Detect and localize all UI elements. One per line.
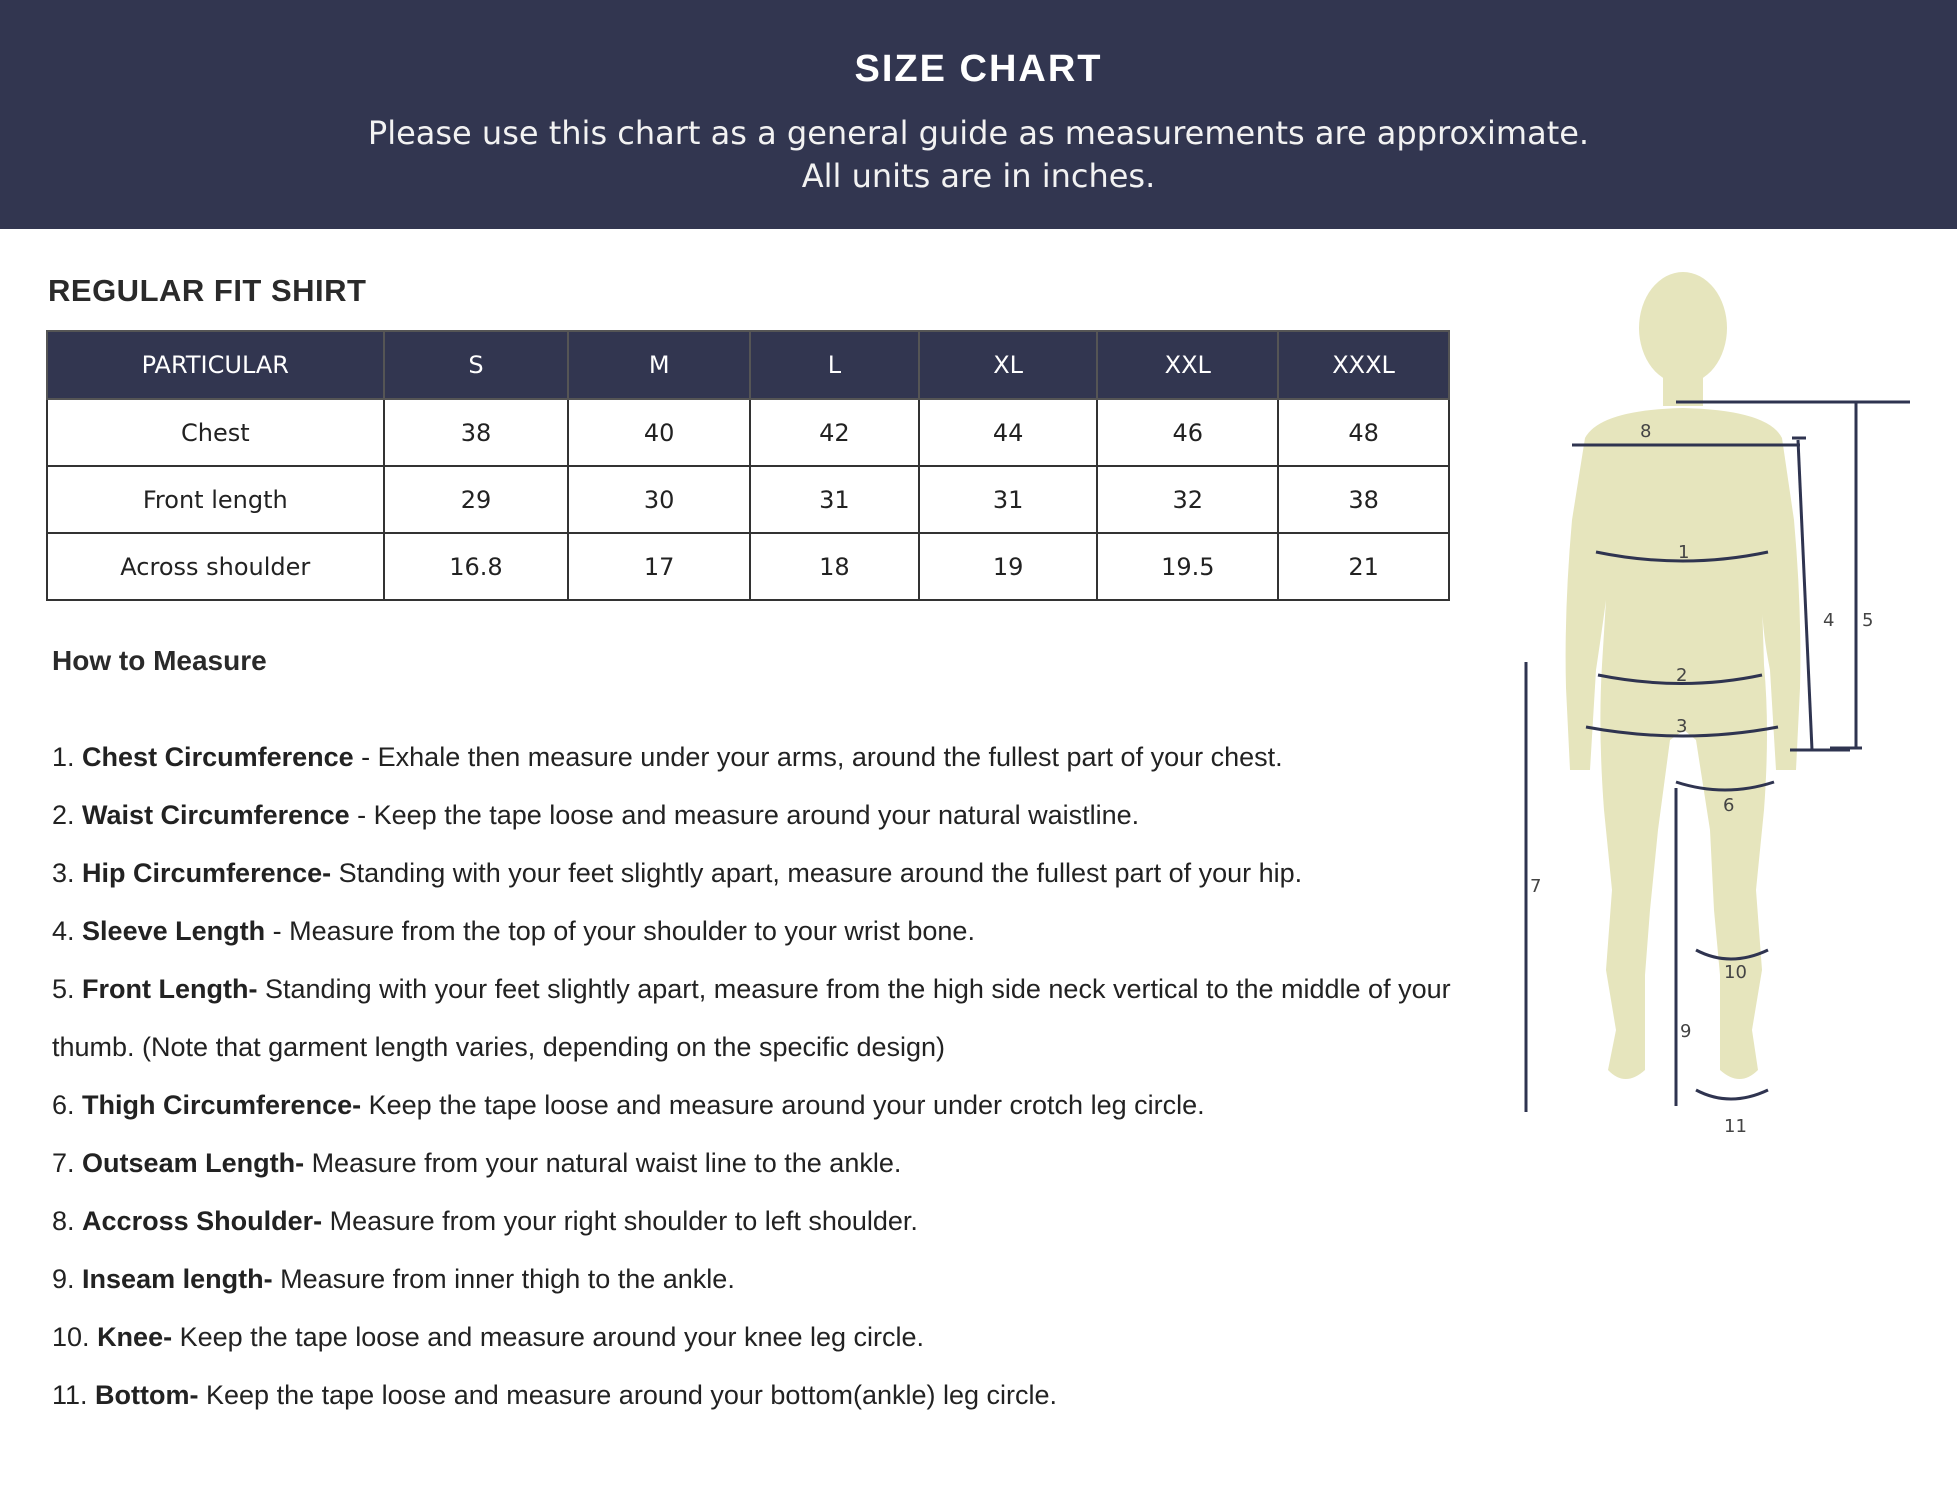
label-knee: 10 <box>1724 962 1747 983</box>
row-label: Chest <box>47 399 384 466</box>
table-cell: 32 <box>1097 466 1278 533</box>
table-cell: 48 <box>1278 399 1449 466</box>
label-waist: 2 <box>1676 665 1688 686</box>
step-text: Measure from inner thigh to the ankle. <box>272 1264 735 1294</box>
measure-steps <box>52 728 1472 1424</box>
step-number: 5. <box>52 974 75 1004</box>
label-hip: 3 <box>1676 716 1688 737</box>
step-text: Measure from your right shoulder to left shoulder. <box>322 1206 918 1236</box>
header-size-xxl: XXL <box>1097 331 1278 399</box>
step-text: Standing with your feet slightly apart, measure around the fullest part of your hip. <box>331 858 1303 888</box>
page-title: SIZE CHART <box>854 48 1103 90</box>
header-size-l: L <box>750 331 919 399</box>
table-header-row <box>47 331 1449 399</box>
label-sleeve: 4 <box>1823 610 1835 631</box>
table-cell: 30 <box>568 466 750 533</box>
step-term: Knee- <box>97 1322 173 1352</box>
measure-step <box>52 786 1472 844</box>
step-text: - Exhale then measure under your arms, around the fullest part of your chest. <box>353 742 1283 772</box>
bottom-line <box>1696 1090 1768 1099</box>
table-row <box>47 533 1449 600</box>
step-number: 9. <box>52 1264 75 1294</box>
table-cell: 38 <box>1278 466 1449 533</box>
row-label: Front length <box>47 466 384 533</box>
header-size-m: M <box>568 331 750 399</box>
measure-step <box>52 1366 1472 1424</box>
measure-step <box>52 728 1472 786</box>
step-term: Thigh Circumference- <box>82 1090 362 1120</box>
step-number: 10. <box>52 1322 90 1352</box>
step-term: Inseam length- <box>82 1264 273 1294</box>
label-chest: 1 <box>1678 542 1690 563</box>
size-table <box>46 330 1450 601</box>
measure-step <box>52 844 1472 902</box>
step-term: Hip Circumference- <box>82 858 332 888</box>
measure-step <box>52 1192 1472 1250</box>
step-term: Front Length- <box>82 974 258 1004</box>
table-cell: 18 <box>750 533 919 600</box>
table-cell: 21 <box>1278 533 1449 600</box>
header-particular: PARTICULAR <box>47 331 384 399</box>
table-cell: 17 <box>568 533 750 600</box>
table-cell: 31 <box>750 466 919 533</box>
measure-step <box>52 1076 1472 1134</box>
header-banner <box>0 0 1957 229</box>
label-shoulder: 8 <box>1640 421 1652 442</box>
table-cell: 31 <box>919 466 1098 533</box>
header-size-s: S <box>384 331 569 399</box>
step-term: Bottom- <box>95 1380 199 1410</box>
step-text: Keep the tape loose and measure around your knee leg circle. <box>172 1322 925 1352</box>
header-size-xxxl: XXXL <box>1278 331 1449 399</box>
table-cell: 19 <box>919 533 1098 600</box>
subtitle-line-1: Please use this chart as a general guide as measurements are approximate. <box>367 114 1590 152</box>
header-size-xl: XL <box>919 331 1098 399</box>
table-cell: 46 <box>1097 399 1278 466</box>
step-number: 7. <box>52 1148 75 1178</box>
measure-step <box>52 1134 1472 1192</box>
step-text: Keep the tape loose and measure around your bottom(ankle) leg circle. <box>198 1380 1058 1410</box>
step-number: 11. <box>52 1380 88 1410</box>
measure-step <box>52 1308 1472 1366</box>
step-number: 3. <box>52 858 75 888</box>
step-number: 6. <box>52 1090 75 1120</box>
measure-step <box>52 1250 1472 1308</box>
sleeve-line <box>1798 440 1812 750</box>
table-cell: 40 <box>568 399 750 466</box>
step-number: 2. <box>52 800 75 830</box>
step-text: Keep the tape loose and measure around your under crotch leg circle. <box>361 1090 1205 1120</box>
label-outseam: 7 <box>1530 876 1542 897</box>
step-text: Standing with your feet slightly apart, measure from the high side neck vertical to the middle of your thumb. (Note that garment length varies, depending on the specific design) <box>52 974 1451 1062</box>
label-bottom: 11 <box>1724 1116 1747 1137</box>
measure-step <box>52 902 1472 960</box>
label-inseam: 9 <box>1680 1021 1692 1042</box>
step-number: 4. <box>52 916 75 946</box>
step-term: Waist Circumference <box>82 800 350 830</box>
row-label: Across shoulder <box>47 533 384 600</box>
table-cell: 19.5 <box>1097 533 1278 600</box>
table-cell: 38 <box>384 399 569 466</box>
step-term: Accross Shoulder- <box>82 1206 323 1236</box>
label-front-length: 5 <box>1862 610 1874 631</box>
step-number: 8. <box>52 1206 75 1236</box>
step-term: Sleeve Length <box>82 916 266 946</box>
section-title: REGULAR FIT SHIRT <box>48 273 367 308</box>
step-text: - Measure from the top of your shoulder to your wrist bone. <box>265 916 975 946</box>
table-cell: 44 <box>919 399 1098 466</box>
step-text: - Keep the tape loose and measure around your natural waistline. <box>349 800 1140 830</box>
header-subtitle <box>0 112 1957 198</box>
how-to-measure-heading: How to Measure <box>52 645 267 676</box>
table-cell: 42 <box>750 399 919 466</box>
step-term: Outseam Length- <box>82 1148 305 1178</box>
table-cell: 29 <box>384 466 569 533</box>
step-term: Chest Circumference <box>82 742 354 772</box>
body-measurement-figure <box>1500 270 1930 1190</box>
table-cell: 16.8 <box>384 533 569 600</box>
subtitle-line-2: All units are in inches. <box>801 157 1156 195</box>
measure-step <box>52 960 1472 1076</box>
label-thigh: 6 <box>1723 795 1735 816</box>
table-row <box>47 399 1449 466</box>
step-number: 1. <box>52 742 75 772</box>
step-text: Measure from your natural waist line to the ankle. <box>304 1148 902 1178</box>
table-row <box>47 466 1449 533</box>
